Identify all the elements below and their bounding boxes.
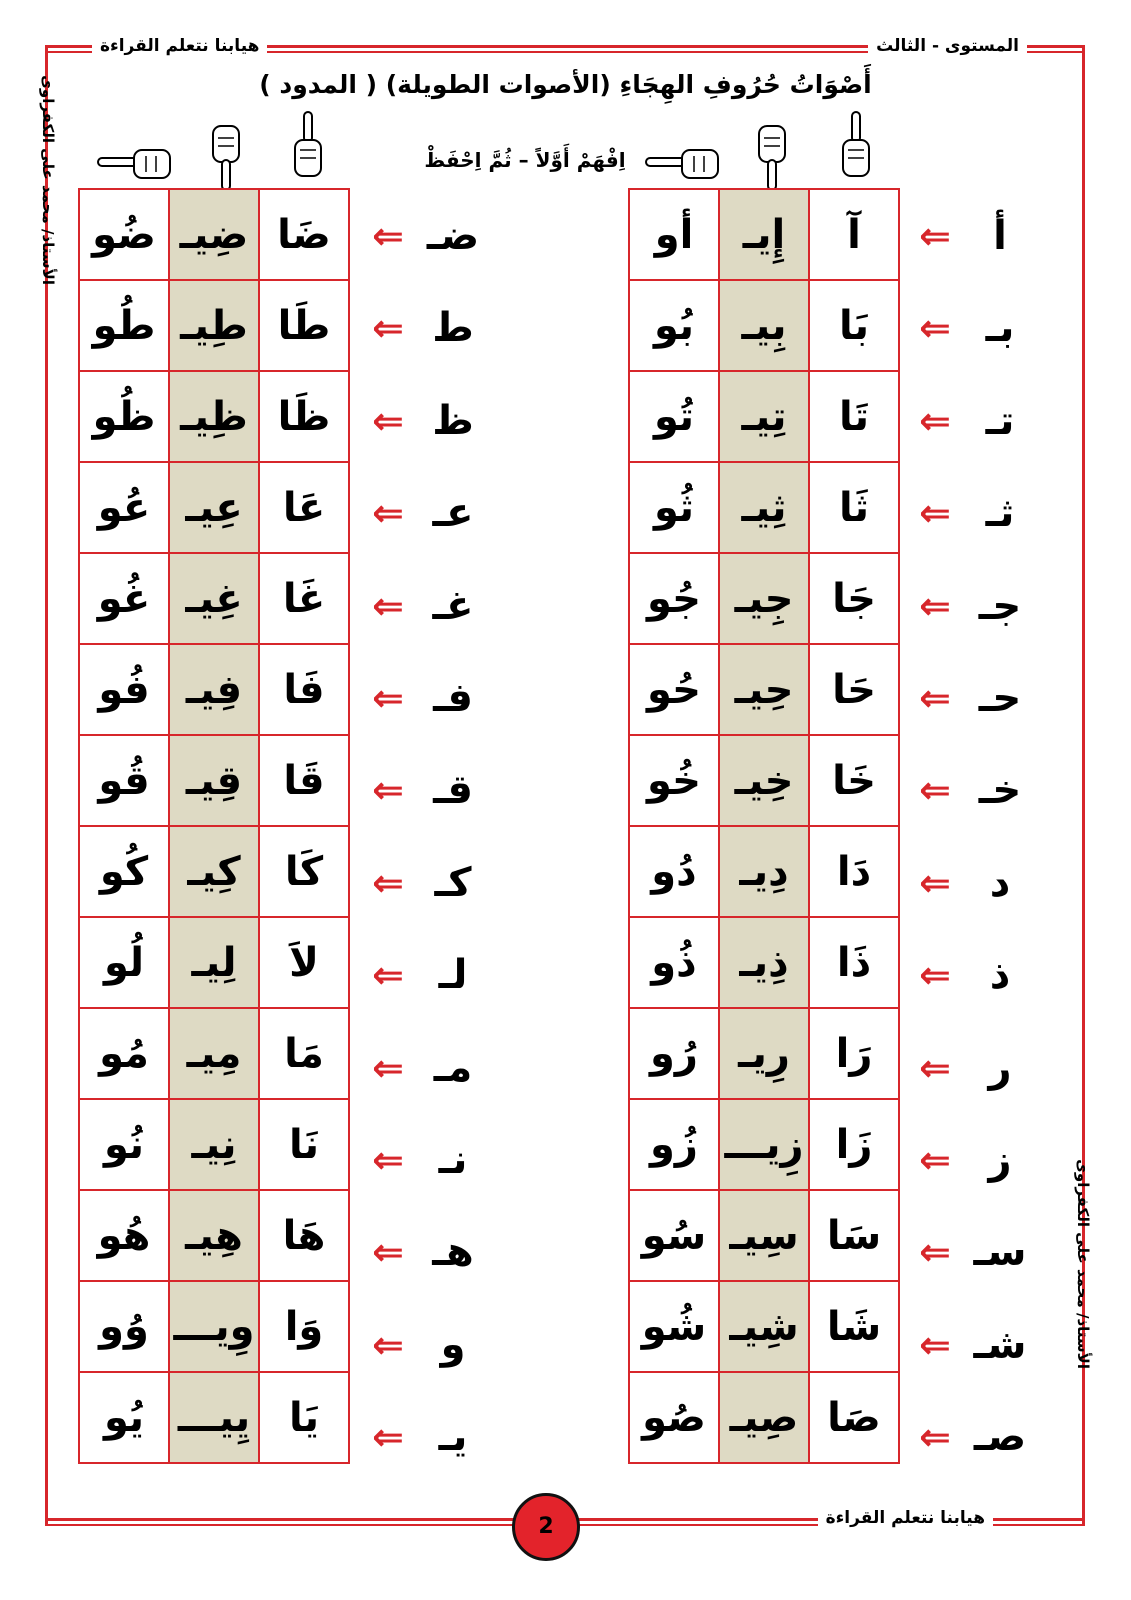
letter-row [358, 282, 508, 374]
letter-row [358, 1206, 508, 1298]
alif-syllable-cell: وَا [259, 1281, 349, 1372]
double-arrow-left-icon: ⇐ [372, 214, 404, 258]
table-row [79, 371, 349, 462]
ya-syllable-cell: عِيـ [169, 462, 259, 553]
letter-cell: جـ [978, 582, 1022, 629]
table-row [79, 1281, 349, 1372]
ya-syllable-cell: كِيـ [169, 826, 259, 917]
letter-row [905, 467, 1055, 559]
table-row [79, 735, 349, 826]
waw-syllable-cell: شُو [629, 1281, 719, 1372]
waw-syllable-cell: أو [629, 189, 719, 280]
double-arrow-left-icon: ⇐ [372, 1230, 404, 1275]
pointing-left-hand-icon [96, 144, 176, 184]
letter-cell: ضـ [426, 213, 480, 259]
double-arrow-left-icon: ⇐ [372, 768, 404, 813]
ya-syllable-cell: خِيـ [719, 735, 809, 826]
waw-syllable-cell: طُو [79, 280, 169, 371]
alif-syllable-cell: بَا [809, 280, 899, 371]
double-arrow-left-icon: ⇐ [919, 214, 951, 258]
ya-syllable-cell: غِيـ [169, 553, 259, 644]
waw-syllable-cell: قُو [79, 735, 169, 826]
waw-syllable-cell: لُو [79, 917, 169, 1008]
table-row [629, 644, 899, 735]
alif-syllable-cell: زَا [809, 1099, 899, 1190]
double-arrow-left-icon: ⇐ [372, 676, 404, 720]
page-number: 2 [512, 1493, 580, 1561]
pointing-left-hand-icon [644, 144, 724, 184]
letter-row [358, 467, 508, 559]
double-arrow-left-icon: ⇐ [919, 953, 951, 998]
letter-cell: يـ [438, 1414, 468, 1461]
alif-syllable-cell: دَا [809, 826, 899, 917]
alif-syllable-cell: ثَا [809, 462, 899, 553]
alif-syllable-cell: طَا [259, 280, 349, 371]
double-arrow-left-icon: ⇐ [919, 860, 951, 905]
letter-row [905, 375, 1055, 467]
table-row [629, 462, 899, 553]
table-row [629, 1099, 899, 1190]
alif-syllable-cell: لاَ [259, 917, 349, 1008]
letter-row [905, 1206, 1055, 1298]
alif-syllable-cell: قَا [259, 735, 349, 826]
waw-syllable-cell: زُو [629, 1099, 719, 1190]
ya-syllable-cell: صِيـ [719, 1372, 809, 1463]
ya-syllable-cell: سِيـ [719, 1190, 809, 1281]
letter-row [358, 190, 508, 282]
double-arrow-left-icon: ⇐ [919, 1138, 951, 1182]
table-row [629, 1281, 899, 1372]
ya-syllable-cell: فِيـ [169, 644, 259, 735]
ya-syllable-cell: شِيـ [719, 1281, 809, 1372]
letter-row [358, 837, 508, 929]
table-row [629, 735, 899, 826]
letter-cell: هـ [432, 1229, 474, 1276]
waw-syllable-cell: فُو [79, 644, 169, 735]
table-row [79, 462, 349, 553]
waw-syllable-cell: غُو [79, 553, 169, 644]
waw-syllable-cell: نُو [79, 1099, 169, 1190]
letter-row [905, 560, 1055, 652]
ya-syllable-cell: طِيـ [169, 280, 259, 371]
table-row [629, 553, 899, 644]
alif-syllable-cell: هَا [259, 1190, 349, 1281]
letter-row [358, 1299, 508, 1391]
letter-row [358, 1022, 508, 1114]
letter-row [358, 375, 508, 467]
double-arrow-left-icon: ⇐ [919, 1322, 951, 1367]
alif-syllable-cell: نَا [259, 1099, 349, 1190]
ya-syllable-cell: إِيـ [719, 189, 809, 280]
double-arrow-left-icon: ⇐ [372, 398, 404, 443]
double-arrow-left-icon: ⇐ [372, 306, 404, 351]
ya-syllable-cell: تِيـ [719, 371, 809, 462]
waw-syllable-cell: مُو [79, 1008, 169, 1099]
table-row [79, 1008, 349, 1099]
double-arrow-left-icon: ⇐ [372, 491, 404, 536]
table-row [79, 826, 349, 917]
alif-syllable-cell: غَا [259, 553, 349, 644]
table-row [79, 553, 349, 644]
waw-syllable-cell: صُو [629, 1372, 719, 1463]
alif-syllable-cell: مَا [259, 1008, 349, 1099]
letter-row [905, 282, 1055, 374]
letter-cell: كـ [434, 859, 472, 906]
pointing-up-hand-icon [290, 110, 326, 182]
table-row [629, 1190, 899, 1281]
alif-syllable-cell: حَا [809, 644, 899, 735]
waw-syllable-cell: يُو [79, 1372, 169, 1463]
double-arrow-left-icon: ⇐ [919, 1045, 951, 1090]
letter-cell: تـ [985, 397, 1015, 444]
waw-syllable-cell: خُو [629, 735, 719, 826]
table-row [629, 1372, 899, 1463]
letter-cell: فـ [433, 675, 473, 721]
letter-cell: لـ [438, 952, 468, 999]
letter-cell: شـ [973, 1321, 1027, 1368]
waw-syllable-cell: دُو [629, 826, 719, 917]
letter-row [905, 1022, 1055, 1114]
table-row [79, 280, 349, 371]
alif-syllable-cell: شَا [809, 1281, 899, 1372]
double-arrow-left-icon: ⇐ [372, 1322, 404, 1367]
letter-cell: مـ [433, 1044, 473, 1091]
alif-syllable-cell: صَا [809, 1372, 899, 1463]
letter-row [905, 190, 1055, 282]
alif-syllable-cell: آ [809, 189, 899, 280]
double-arrow-left-icon: ⇐ [919, 1230, 951, 1275]
waw-syllable-cell: ذُو [629, 917, 719, 1008]
waw-syllable-cell: ضُو [79, 189, 169, 280]
letter-cell: أ [993, 213, 1007, 259]
waw-syllable-cell: حُو [629, 644, 719, 735]
double-arrow-left-icon: ⇐ [919, 306, 951, 351]
letter-cell: غـ [432, 582, 474, 629]
letter-cell: و [440, 1321, 466, 1368]
letter-row [905, 652, 1055, 744]
waw-syllable-cell: رُو [629, 1008, 719, 1099]
waw-syllable-cell: ثُو [629, 462, 719, 553]
waw-syllable-cell: ظُو [79, 371, 169, 462]
table-row [79, 1099, 349, 1190]
pointing-down-hand-icon [208, 124, 244, 192]
letter-cell: سـ [973, 1229, 1027, 1276]
waw-syllable-cell: هُو [79, 1190, 169, 1281]
waw-syllable-cell: وُو [79, 1281, 169, 1372]
table-row [629, 280, 899, 371]
table-row [79, 917, 349, 1008]
letter-cell: ثـ [985, 490, 1015, 537]
double-arrow-left-icon: ⇐ [919, 491, 951, 536]
letter-row [905, 1299, 1055, 1391]
double-arrow-left-icon: ⇐ [919, 676, 951, 720]
double-arrow-left-icon: ⇐ [372, 583, 404, 628]
ya-syllable-cell: لِيـ [169, 917, 259, 1008]
ya-syllable-cell: وِيـــ [169, 1281, 259, 1372]
alif-syllable-cell: سَا [809, 1190, 899, 1281]
ya-syllable-cell: جِيـ [719, 553, 809, 644]
alif-syllable-cell: فَا [259, 644, 349, 735]
double-arrow-left-icon: ⇐ [372, 953, 404, 998]
letter-row [905, 744, 1055, 836]
double-arrow-left-icon: ⇐ [372, 1045, 404, 1090]
letter-row [358, 744, 508, 836]
alif-syllable-cell: كَا [259, 826, 349, 917]
letter-row [358, 929, 508, 1021]
letter-row [358, 652, 508, 744]
letter-cell: ز [988, 1137, 1012, 1183]
teacher-name-right: الأستاذ/ محمد على الكفراوى [1074, 1159, 1092, 1369]
letter-row [358, 560, 508, 652]
ya-syllable-cell: ذِيـ [719, 917, 809, 1008]
waw-syllable-cell: سُو [629, 1190, 719, 1281]
waw-syllable-cell: تُو [629, 371, 719, 462]
letter-cell: نـ [438, 1137, 468, 1183]
letter-cell: خـ [978, 767, 1022, 814]
double-arrow-left-icon: ⇐ [919, 768, 951, 813]
alif-syllable-cell: ضَا [259, 189, 349, 280]
letter-row [905, 1391, 1055, 1483]
table-row [79, 1190, 349, 1281]
letter-row [905, 837, 1055, 929]
letter-row [905, 1114, 1055, 1206]
letter-cell: د [989, 859, 1011, 906]
double-arrow-left-icon: ⇐ [919, 1415, 951, 1460]
waw-syllable-cell: بُو [629, 280, 719, 371]
letter-cell: ظ [432, 397, 474, 444]
letter-row [358, 1114, 508, 1206]
table-row [629, 189, 899, 280]
letter-cell: بـ [985, 305, 1015, 352]
letter-cell: حـ [978, 675, 1022, 721]
letter-row [905, 929, 1055, 1021]
header-level: المستوى - الثالث [868, 36, 1027, 56]
table-row [79, 189, 349, 280]
page-title: أَصْوَاتُ حُرُوفِ الهِجَاءِ (الأصوات الطويلة) ( المدود ) [259, 70, 872, 99]
ya-syllable-cell: يِيـــ [169, 1372, 259, 1463]
header-series: هيابنا نتعلم القراءة [92, 36, 267, 56]
alif-syllable-cell: رَا [809, 1008, 899, 1099]
waw-syllable-cell: عُو [79, 462, 169, 553]
ya-syllable-cell: ضِيـ [169, 189, 259, 280]
double-arrow-left-icon: ⇐ [919, 398, 951, 443]
table-row [629, 917, 899, 1008]
right-table [628, 188, 900, 1464]
waw-syllable-cell: جُو [629, 553, 719, 644]
alif-syllable-cell: ذَا [809, 917, 899, 1008]
ya-syllable-cell: قِيـ [169, 735, 259, 826]
table-row [79, 1372, 349, 1463]
letter-cell: قـ [433, 767, 473, 814]
letter-cell: ر [988, 1044, 1012, 1091]
alif-syllable-cell: جَا [809, 553, 899, 644]
ya-syllable-cell: هِيـ [169, 1190, 259, 1281]
footer-series: هيابنا نتعلم القراءة [818, 1508, 993, 1528]
letter-cell: ذ [989, 952, 1011, 999]
ya-syllable-cell: ثِيـ [719, 462, 809, 553]
instruction: اِفْهَمْ أَوَّلاً – ثُمَّ اِحْفَظْ [424, 148, 626, 172]
double-arrow-left-icon: ⇐ [372, 1138, 404, 1182]
ya-syllable-cell: زِيـــ [719, 1099, 809, 1190]
ya-syllable-cell: دِيـ [719, 826, 809, 917]
alif-syllable-cell: يَا [259, 1372, 349, 1463]
table-row [629, 826, 899, 917]
letter-row [358, 1391, 508, 1483]
letter-cell: صـ [973, 1414, 1027, 1461]
double-arrow-left-icon: ⇐ [372, 860, 404, 905]
ya-syllable-cell: حِيـ [719, 644, 809, 735]
letter-cell: عـ [432, 490, 474, 537]
table-row [629, 371, 899, 462]
letter-cell: ط [432, 305, 474, 352]
ya-syllable-cell: رِيـ [719, 1008, 809, 1099]
pointing-down-hand-icon [754, 124, 790, 192]
alif-syllable-cell: تَا [809, 371, 899, 462]
left-table [78, 188, 350, 1464]
ya-syllable-cell: ظِيـ [169, 371, 259, 462]
double-arrow-left-icon: ⇐ [919, 583, 951, 628]
alif-syllable-cell: عَا [259, 462, 349, 553]
teacher-name-left: الأستاذ/ محمد على الكفراوى [39, 75, 57, 285]
pointing-up-hand-icon [838, 110, 874, 182]
ya-syllable-cell: نِيـ [169, 1099, 259, 1190]
table-row [629, 1008, 899, 1099]
alif-syllable-cell: خَا [809, 735, 899, 826]
ya-syllable-cell: مِيـ [169, 1008, 259, 1099]
table-row [79, 644, 349, 735]
ya-syllable-cell: بِيـ [719, 280, 809, 371]
waw-syllable-cell: كُو [79, 826, 169, 917]
double-arrow-left-icon: ⇐ [372, 1415, 404, 1460]
alif-syllable-cell: ظَا [259, 371, 349, 462]
